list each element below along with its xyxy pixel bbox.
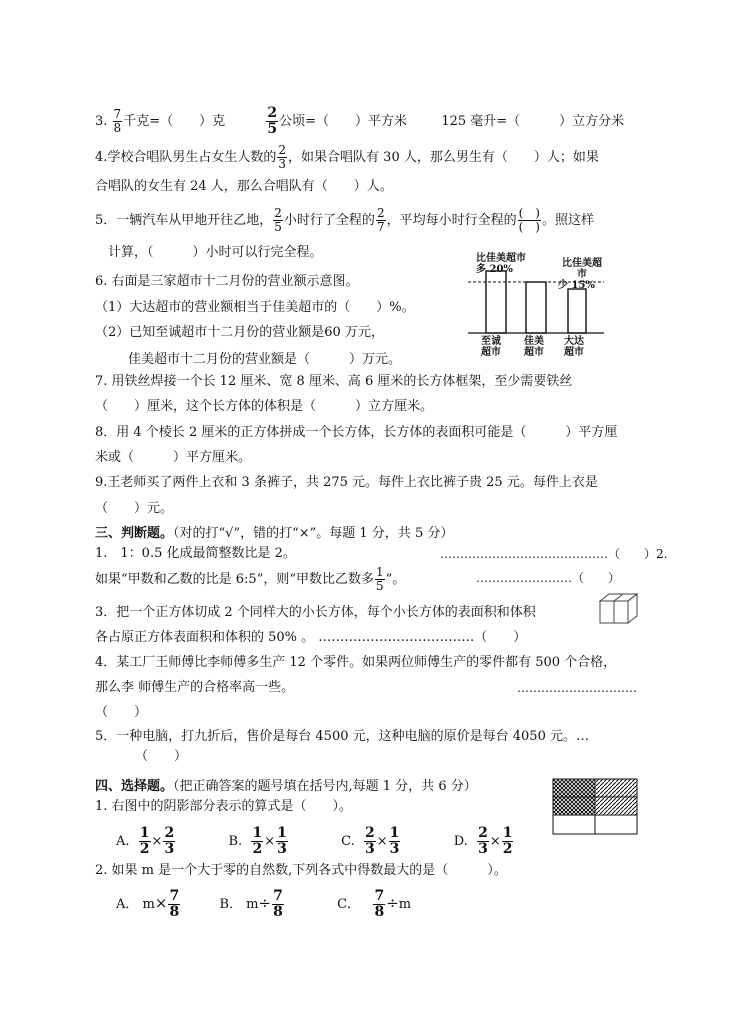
annotation-less: 比佳美超市 少 15% [558,258,602,291]
section-instructions: （把正确答案的题号填在括号内,每题 1 分，共 6 分） [173,779,477,794]
question-8-line-2: 米或（ ）平方厘米。 [95,450,252,465]
judge-4-line-2: 那么李 师傅生产的合格率高一些。 [95,680,295,695]
question-text: 小时行了全程的 [283,213,375,228]
judge-1-dots: ……………………………………（ ）2. [440,547,668,561]
section-instructions: （对的打“√”，错的打“×”。每题 1 分，共 5 分） [173,526,454,541]
question-number: 3. [95,114,108,129]
shaded-grid-figure [552,778,638,836]
judge-3-line-1: 3．把一个正方体切成 2 个同样大的小长方体，每个小长方体的表面积和体积 [95,605,536,620]
question-6-line-3: （2）已知至诚超市十二月份的营业额是60 万元， [95,325,384,340]
section-4-heading [95,778,477,796]
question-5-line-1 [95,207,594,234]
option-b[interactable]: B． m÷ $\frac{7}{8}$ [219,888,283,920]
bar-label: 至诚 超市 [481,336,501,358]
question-7-line-2: （ ）厘米，这个长方体的体积是（ ）立方厘米。 [95,399,434,414]
question-4-line-2: 合唱队的女生有 24 人，那么合唱队有（ ）人。 [95,179,393,194]
fraction: $\frac{2}{7}$ [376,206,385,234]
question-text: 如果“甲数和乙数的比是 6:5”，则“甲数比乙数多 [95,572,374,587]
choice-2-options [116,889,411,920]
fraction: $\frac{2}{5}$ [267,105,278,137]
question-text: 125 毫升=（ ）立方分米 [441,114,625,129]
question-7-line-1: 7. 用铁丝焊接一个长 12 厘米、宽 8 厘米、高 6 厘米的长方体框架，至少需要铁丝 [95,374,573,389]
section-title: 三、判断题。 [95,526,174,541]
annotation-more: 比佳美超市 多 20% [476,253,526,275]
section-3-heading [95,525,453,543]
bar-label: 大达 超市 [564,336,584,358]
supermarket-chart [466,252,606,360]
bar-zhicheng [486,271,506,333]
choice-1-options [116,826,514,857]
question-text: 公顷=（ ）平方米 [279,114,408,129]
option-d[interactable]: D. $\frac{2}{3}$ × $\frac{1}{2}$ [453,825,513,857]
bar-label: 佳美 超市 [524,336,544,358]
judge-3-line-2: 各占原正方体表面积和体积的 50% 。 ………………………………（ ） [95,630,527,645]
question-text: ”。 [385,572,406,587]
cube-icon [598,592,640,626]
judge-4-dots: ………………………… [517,681,637,695]
bar-jiamei [526,282,546,333]
question-text: ，平均每小时行全程的 [386,213,517,228]
judge-5-line-1: 5．一种电脑，打九折后，售价是每台 4500 元，这种电脑的原价是每台 4050 元。… [95,729,589,744]
option-c[interactable]: C． $\frac{7}{8}$ ÷m [337,888,412,920]
bar-dada [568,289,586,333]
option-a[interactable]: A. $\frac{1}{2}$ × $\frac{2}{3}$ [116,825,175,857]
question-6-line-4: 佳美超市十二月份的营业额是（ ）万元。 [128,352,402,367]
judge-5-blank[interactable]: （ ） [135,749,188,764]
question-text: 5．一辆汽车从甲地开往乙地， [95,213,273,228]
fraction: $\frac{7}{8}$ [113,107,122,135]
question-9-line-1: 9.王老师买了两件上衣和 3 条裤子，共 275 元。每件上衣比裤子贵 25 元。每件上衣是 [95,475,598,490]
question-3 [95,106,624,137]
question-8-line-1: 8．用 4 个棱长 2 厘米的正方体拼成一个长方体，长方体的表面积可能是（ ）平方厘 [95,425,618,440]
choice-2: 2. 如果 m 是一个大于零的自然数,下列各式中得数最大的是（ ）。 [95,863,507,878]
fraction: $\frac{1}{5}$ [376,565,384,593]
question-text: 4.学校合唱队男生占女生人数的 [95,150,277,165]
choice-1: 1. 右图中的阴影部分表示的算式是（ ）。 [95,799,353,814]
judge-2-dots: ……………………（ ） [476,571,621,585]
fraction: $\frac{2}{3}$ [278,143,287,171]
question-6-line-1: 6. 右面是三家超市十二月份的营业额示意图。 [95,274,359,289]
judge-4-blank[interactable]: （ ） [95,705,148,720]
question-5-line-2: 计算，（ ）小时可以行完全程。 [108,245,323,260]
question-4-line-1 [95,144,599,171]
fraction: $\frac{2}{5}$ [274,206,282,234]
question-text: 千克=（ ）克 [123,114,226,129]
option-c[interactable]: C. $\frac{2}{3}$ × $\frac{1}{3}$ [341,825,400,857]
question-text: 。照这样 [541,213,594,228]
question-6-line-2: （1）大达超市的营业额相当于佳美超市的（ ）%。 [95,300,415,315]
judge-4-line-1: 4．某工厂王师傅比李师傅多生产 12 个零件。如果两位师傅生产的零件都有 500 个合格， [95,655,617,670]
option-b[interactable]: B. $\frac{1}{2}$ × $\frac{1}{3}$ [228,825,287,857]
question-text: ，如果合唱队有 30 人，那么男生有（ ）人；如果 [288,150,599,165]
question-9-line-2: （ ）元。 [95,501,174,516]
blank-fraction[interactable]: ( ) ( ) [518,206,540,234]
judge-2 [95,566,405,593]
section-title: 四、选择题。 [95,779,174,794]
judge-1: 1. 1：0.5 化成最简整数比是 2。 [95,546,296,561]
option-a[interactable]: A． m× $\frac{7}{8}$ [116,888,180,920]
